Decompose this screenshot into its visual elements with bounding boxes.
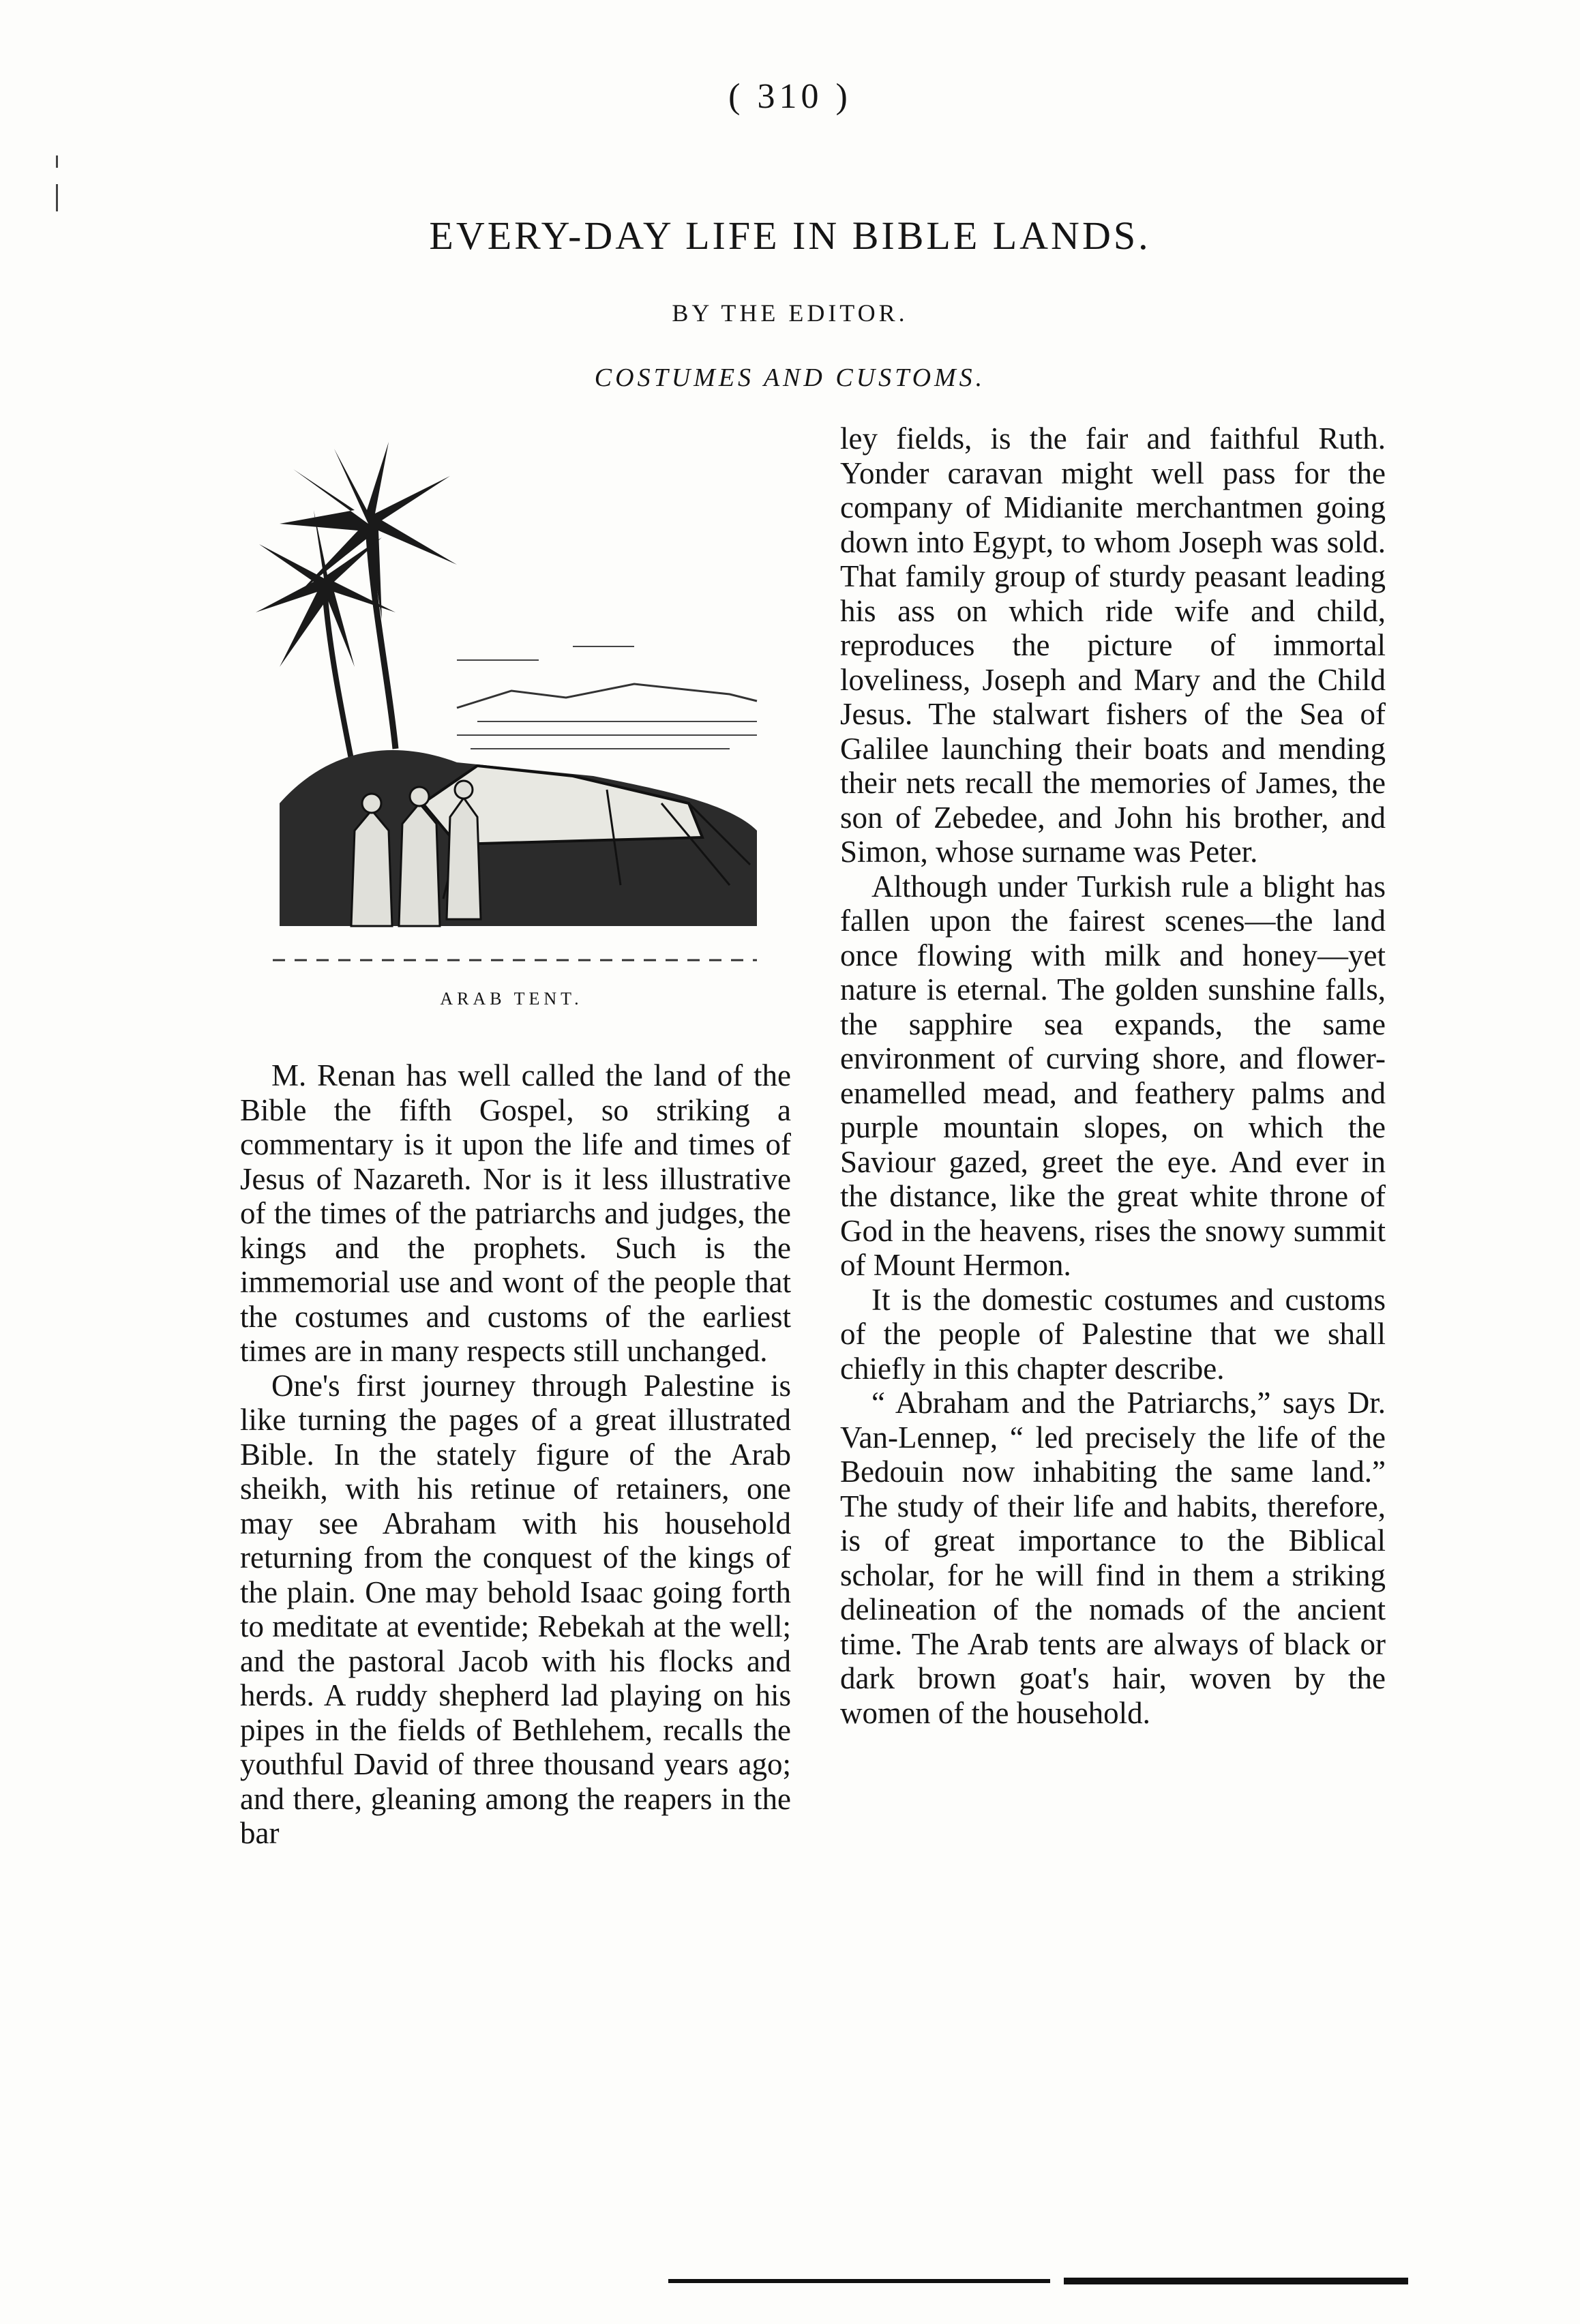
paragraph: M. Renan has well called the land of the Bible the fifth Gospel, so striking a commentary is it upon the life and times of Jesus of Nazareth. Nor is it less illustrative of the times of the patriarchs and judges, the kings and the prophets. Such is the immemorial use and wont of the people that the costumes and customs of the earliest times are in many respects still unchanged. [240,1058,791,1368]
paragraph: Although under Turkish rule a blight has fallen upon the fairest scenes—the land once flowing with milk and honey—yet nature is eternal. The golden sunshine falls, the sapphire sea expands, the same environment of curving shore, and flower-enamelled mead, and feathery palms and purple mountain slopes, on which the Saviour gazed, greet the eye. And ever in the distance, like the great white throne of God in the heavens, rises the snowy summit of Mount Hermon. [840,869,1386,1282]
paragraph-continuation: ley fields, is the fair and faithful Ruth. Yonder caravan might well pass for the company of Midianite merchantmen going down into Egypt, to whom Joseph was sold. That family group of sturdy peasant leading his ass on which ride wife and child, reproduces the picture of immortal loveliness, Joseph and Mary and the Child Jesus. The stalwart fishers of the Sea of Galilee launching their boats and mending their nets recall the memories of James, the son of Zebedee, and John his brother, and Simon, whose surname was Peter. [840,421,1386,869]
byline: BY THE EDITOR. [672,299,908,327]
margin-mark [56,155,58,168]
left-column [240,1058,791,1851]
section-heading: COSTUMES AND CUSTOMS. [594,363,986,392]
arab-tent-illustration [252,421,771,981]
right-column [840,421,1386,1730]
margin-mark [56,184,58,211]
sky-hatching [457,646,757,749]
article-title: EVERY-DAY LIFE IN BIBLE LANDS. [429,213,1151,258]
page-number: ( 310 ) [728,77,852,116]
footer-rule [668,2276,1408,2286]
paragraph: “ Abraham and the Patriarchs,” says Dr. Van-Lennep, “ led precisely the life of the Bedouin now inhabiting the same land.” The study of their life and habits, therefore, is of great importance to the Biblical scholar, for he will find in them a striking delineation of the nomads of the ancient time. The Arab tents are always of black or dark brown goat's hair, woven by the women of the household. [840,1386,1386,1730]
illustration-caption: ARAB TENT. [440,989,583,1009]
palm-trunk [324,578,355,776]
palm-fronds [256,442,457,667]
paragraph: One's first journey through Palestine is like turning the pages of a great illustrated Bible. In the stately figure of the Arab sheikh, with his retinue of retainers, one may see Abraham with his household returning from the conquest of the kings of the plain. One may behold Isaac going forth to meditate at eventide; Rebekah at the well; and the pastoral Jacob with his flocks and herds. A ruddy shepherd lad playing on his pipes in the fields of Bethlehem, recalls the youthful David of three thousand years ago; and there, gleaning among the reapers in the bar [240,1368,791,1850]
distant-mountains [457,684,757,708]
figures [351,781,481,926]
paragraph: It is the domestic costumes and customs of the people of Palestine that we shall chiefly in this chapter describe. [840,1282,1386,1386]
